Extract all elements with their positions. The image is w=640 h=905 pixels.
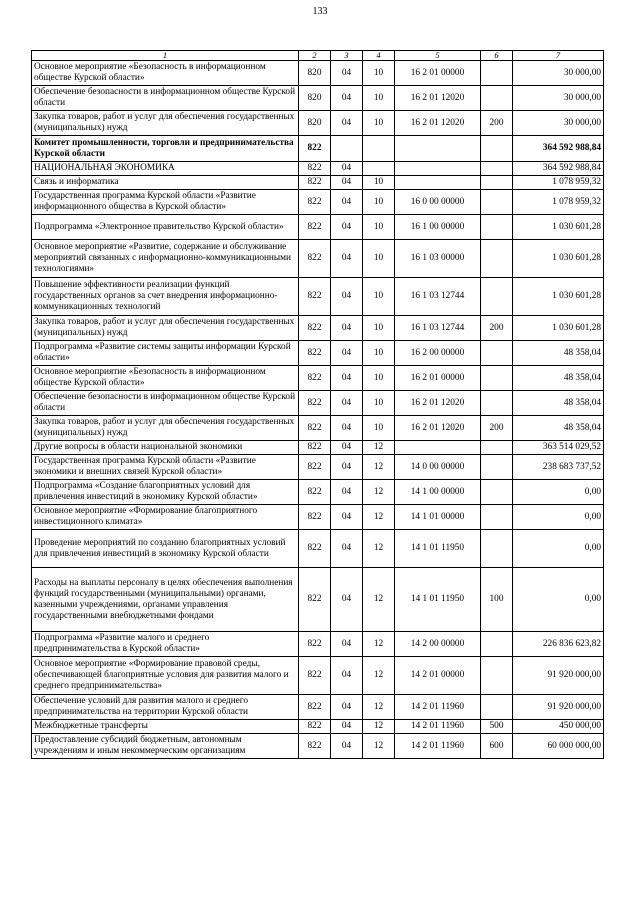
target-article-code: 16 2 00 00000 (395, 341, 481, 366)
admin-code: 822 (299, 441, 331, 455)
table-row (32, 416, 604, 441)
target-article-code: 16 1 03 12744 (395, 278, 481, 316)
expense-type-code (481, 176, 513, 190)
target-article-code: 16 2 01 12020 (395, 391, 481, 416)
section-code: 04 (331, 278, 363, 316)
admin-code: 822 (299, 455, 331, 480)
subsection-code: 12 (363, 455, 395, 480)
section-code: 04 (331, 61, 363, 86)
section-code: 04 (331, 190, 363, 215)
row-name: Повышение эффективности реализации функций государственных органов за счет внедрения информационно-коммуникационных технологий (32, 278, 299, 316)
expense-type-code (481, 480, 513, 505)
subsection-code (363, 162, 395, 176)
subsection-code: 12 (363, 505, 395, 530)
target-article-code: 14 1 01 11950 (395, 568, 481, 632)
expense-type-code (481, 215, 513, 240)
target-article-code: 14 2 01 11960 (395, 695, 481, 720)
section-code: 04 (331, 568, 363, 632)
amount: 0,00 (513, 505, 604, 530)
expense-type-code (481, 341, 513, 366)
amount: 0,00 (513, 530, 604, 568)
subsection-code: 10 (363, 176, 395, 190)
expense-type-code: 200 (481, 316, 513, 341)
subsection-code: 12 (363, 480, 395, 505)
table-row (32, 657, 604, 695)
amount: 364 592 988,84 (513, 136, 604, 162)
table-row (32, 530, 604, 568)
admin-code: 822 (299, 530, 331, 568)
subsection-code: 10 (363, 316, 395, 341)
table-row (32, 190, 604, 215)
amount: 0,00 (513, 480, 604, 505)
subsection-code: 10 (363, 278, 395, 316)
table-row (32, 136, 604, 162)
table-row (32, 720, 604, 734)
admin-code: 822 (299, 416, 331, 441)
section-code: 04 (331, 215, 363, 240)
row-name: Основное мероприятие «Безопасность в информационном обществе Курской области» (32, 366, 299, 391)
amount: 1 078 959,32 (513, 176, 604, 190)
row-name: Государственная программа Курской области «Развитие информационного общества в Курской области» (32, 190, 299, 215)
admin-code: 822 (299, 734, 331, 759)
target-article-code: 16 2 01 00000 (395, 61, 481, 86)
section-code: 04 (331, 366, 363, 391)
section-code: 04 (331, 657, 363, 695)
row-name: Закупка товаров, работ и услуг для обеспечения государственных (муниципальных) нужд (32, 316, 299, 341)
row-name: Основное мероприятие «Формирование благоприятного инвестиционного климата» (32, 505, 299, 530)
amount: 450 000,00 (513, 720, 604, 734)
amount: 363 514 029,52 (513, 441, 604, 455)
section-code: 04 (331, 720, 363, 734)
admin-code: 822 (299, 341, 331, 366)
amount: 91 920 000,00 (513, 657, 604, 695)
table-row (32, 176, 604, 190)
expense-type-code (481, 240, 513, 278)
target-article-code: 14 2 01 11960 (395, 720, 481, 734)
expense-type-code: 500 (481, 720, 513, 734)
subsection-code: 10 (363, 341, 395, 366)
section-code: 04 (331, 416, 363, 441)
expense-type-code (481, 657, 513, 695)
target-article-code: 14 2 01 00000 (395, 657, 481, 695)
section-code: 04 (331, 341, 363, 366)
row-name: Закупка товаров, работ и услуг для обеспечения государственных (муниципальных) нужд (32, 111, 299, 136)
table-row (32, 111, 604, 136)
amount: 48 358,04 (513, 416, 604, 441)
expense-type-code (481, 190, 513, 215)
expense-type-code (481, 391, 513, 416)
expense-type-code: 600 (481, 734, 513, 759)
table-row (32, 61, 604, 86)
column-header: 7 (513, 51, 604, 61)
section-code: 04 (331, 734, 363, 759)
expense-type-code (481, 441, 513, 455)
table-row (32, 695, 604, 720)
admin-code: 822 (299, 366, 331, 391)
expense-type-code: 200 (481, 111, 513, 136)
admin-code: 822 (299, 136, 331, 162)
amount: 30 000,00 (513, 86, 604, 111)
subsection-code: 10 (363, 366, 395, 391)
admin-code: 822 (299, 215, 331, 240)
subsection-code: 12 (363, 734, 395, 759)
admin-code: 820 (299, 86, 331, 111)
section-code: 04 (331, 632, 363, 657)
admin-code: 822 (299, 391, 331, 416)
column-header: 1 (32, 51, 299, 61)
row-name: Основное мероприятие «Формирование правовой среды, обеспечивающей благоприятные условия для развития малого и среднего предпринимательства» (32, 657, 299, 695)
target-article-code (395, 136, 481, 162)
subsection-code: 12 (363, 657, 395, 695)
subsection-code: 10 (363, 416, 395, 441)
expense-type-code (481, 632, 513, 657)
row-name: Связь и информатика (32, 176, 299, 190)
amount: 364 592 988,84 (513, 162, 604, 176)
row-name: Основное мероприятие «Развитие, содержание и обслуживание мероприятий связанных с информационно-коммуникационными технологиями» (32, 240, 299, 278)
amount: 1 030 601,28 (513, 240, 604, 278)
subsection-code: 12 (363, 530, 395, 568)
expense-type-code (481, 162, 513, 176)
admin-code: 822 (299, 480, 331, 505)
target-article-code: 14 0 00 00000 (395, 455, 481, 480)
expense-type-code (481, 278, 513, 316)
section-code: 04 (331, 316, 363, 341)
amount: 1 030 601,28 (513, 316, 604, 341)
table-row (32, 366, 604, 391)
amount: 91 920 000,00 (513, 695, 604, 720)
target-article-code (395, 162, 481, 176)
admin-code: 822 (299, 657, 331, 695)
expense-type-code (481, 61, 513, 86)
subsection-code: 10 (363, 61, 395, 86)
row-name: Проведение мероприятий по созданию благоприятных условий для привлечения инвестиций в экономику Курской области (32, 530, 299, 568)
row-name: Подпрограмма «Создание благоприятных условий для привлечения инвестиций в экономику Курской области» (32, 480, 299, 505)
column-header: 4 (363, 51, 395, 61)
subsection-code: 12 (363, 695, 395, 720)
amount: 48 358,04 (513, 366, 604, 391)
target-article-code: 16 2 01 12020 (395, 416, 481, 441)
target-article-code: 16 2 01 00000 (395, 366, 481, 391)
admin-code: 822 (299, 505, 331, 530)
expense-type-code: 200 (481, 416, 513, 441)
row-name: Подпрограмма «Электронное правительство Курской области» (32, 215, 299, 240)
admin-code: 822 (299, 190, 331, 215)
section-code: 04 (331, 455, 363, 480)
amount: 238 683 737,52 (513, 455, 604, 480)
section-code: 04 (331, 176, 363, 190)
row-name: Обеспечение безопасности в информационном обществе Курской области (32, 86, 299, 111)
row-name: Подпрограмма «Развитие системы защиты информации Курской области» (32, 341, 299, 366)
admin-code: 822 (299, 720, 331, 734)
column-header: 2 (299, 51, 331, 61)
target-article-code: 14 1 00 00000 (395, 480, 481, 505)
table-row (32, 240, 604, 278)
amount: 1 030 601,28 (513, 278, 604, 316)
section-code: 04 (331, 391, 363, 416)
table-row (32, 278, 604, 316)
amount: 60 000 000,00 (513, 734, 604, 759)
expense-type-code (481, 695, 513, 720)
row-name: Обеспечение условий для развития малого и среднего предпринимательства на территории Курской области (32, 695, 299, 720)
admin-code: 822 (299, 695, 331, 720)
subsection-code: 10 (363, 86, 395, 111)
subsection-code (363, 136, 395, 162)
amount: 48 358,04 (513, 341, 604, 366)
amount: 48 358,04 (513, 391, 604, 416)
section-code: 04 (331, 162, 363, 176)
expense-type-code: 100 (481, 568, 513, 632)
section-code: 04 (331, 480, 363, 505)
section-code: 04 (331, 505, 363, 530)
amount: 1 078 959,32 (513, 190, 604, 215)
table-row (32, 86, 604, 111)
admin-code: 820 (299, 111, 331, 136)
section-code: 04 (331, 530, 363, 568)
subsection-code: 10 (363, 111, 395, 136)
target-article-code: 14 1 01 11950 (395, 530, 481, 568)
admin-code: 822 (299, 568, 331, 632)
target-article-code: 14 2 00 00000 (395, 632, 481, 657)
table-row (32, 316, 604, 341)
amount: 30 000,00 (513, 111, 604, 136)
subsection-code: 12 (363, 568, 395, 632)
table-row (32, 455, 604, 480)
target-article-code: 16 1 03 00000 (395, 240, 481, 278)
target-article-code: 14 2 01 11960 (395, 734, 481, 759)
row-name: Государственная программа Курской области «Развитие экономики и внешних связей Курской области» (32, 455, 299, 480)
target-article-code: 16 2 01 12020 (395, 86, 481, 111)
table-row (32, 734, 604, 759)
admin-code: 822 (299, 632, 331, 657)
row-name: Межбюджетные трансферты (32, 720, 299, 734)
target-article-code: 14 1 01 00000 (395, 505, 481, 530)
table-row (32, 341, 604, 366)
expense-type-code (481, 530, 513, 568)
column-header: 5 (395, 51, 481, 61)
subsection-code: 10 (363, 215, 395, 240)
section-code: 04 (331, 111, 363, 136)
section-code (331, 136, 363, 162)
column-header: 3 (331, 51, 363, 61)
target-article-code (395, 441, 481, 455)
subsection-code: 12 (363, 441, 395, 455)
amount: 1 030 601,28 (513, 215, 604, 240)
row-name: Подпрограмма «Развитие малого и среднего предпринимательства в Курской области» (32, 632, 299, 657)
table-row (32, 391, 604, 416)
row-name: Основное мероприятие «Безопасность в информационном обществе Курской области» (32, 61, 299, 86)
expense-type-code (481, 505, 513, 530)
admin-code: 822 (299, 316, 331, 341)
expense-type-code (481, 86, 513, 111)
target-article-code: 16 0 00 00000 (395, 190, 481, 215)
table-row (32, 162, 604, 176)
row-name: Закупка товаров, работ и услуг для обеспечения государственных (муниципальных) нужд (32, 416, 299, 441)
target-article-code: 16 1 00 00000 (395, 215, 481, 240)
subsection-code: 10 (363, 240, 395, 278)
subsection-code: 10 (363, 391, 395, 416)
row-name: Обеспечение безопасности в информационном обществе Курской области (32, 391, 299, 416)
admin-code: 822 (299, 162, 331, 176)
row-name: НАЦИОНАЛЬНАЯ ЭКОНОМИКА (32, 162, 299, 176)
amount: 0,00 (513, 568, 604, 632)
table-row (32, 568, 604, 632)
column-number-row (32, 51, 604, 61)
subsection-code: 12 (363, 720, 395, 734)
section-code: 04 (331, 86, 363, 111)
row-name: Предоставление субсидий бюджетным, автономным учреждениям и иным некоммерческим организациям (32, 734, 299, 759)
row-name: Расходы на выплаты персоналу в целях обеспечения выполнения функций государственными (муниципальными) органами, казенными учреждениями, органами управления государственными внебюджетными фондами (32, 568, 299, 632)
admin-code: 822 (299, 240, 331, 278)
table-row (32, 215, 604, 240)
target-article-code: 16 1 03 12744 (395, 316, 481, 341)
subsection-code: 12 (363, 632, 395, 657)
subsection-code: 10 (363, 190, 395, 215)
target-article-code: 16 2 01 12020 (395, 111, 481, 136)
admin-code: 822 (299, 278, 331, 316)
table-row (32, 632, 604, 657)
page-number: 133 (312, 6, 328, 17)
section-code: 04 (331, 695, 363, 720)
column-header: 6 (481, 51, 513, 61)
amount: 30 000,00 (513, 61, 604, 86)
row-name: Другие вопросы в области национальной экономики (32, 441, 299, 455)
table-row (32, 480, 604, 505)
table-row (32, 505, 604, 530)
row-name: Комитет промышленности, торговли и предпринимательства Курской области (32, 136, 299, 162)
table-row (32, 441, 604, 455)
target-article-code (395, 176, 481, 190)
budget-table (31, 50, 604, 759)
section-code: 04 (331, 240, 363, 278)
admin-code: 822 (299, 176, 331, 190)
admin-code: 820 (299, 61, 331, 86)
expense-type-code (481, 136, 513, 162)
expense-type-code (481, 455, 513, 480)
expense-type-code (481, 366, 513, 391)
amount: 226 836 623,82 (513, 632, 604, 657)
section-code: 04 (331, 441, 363, 455)
